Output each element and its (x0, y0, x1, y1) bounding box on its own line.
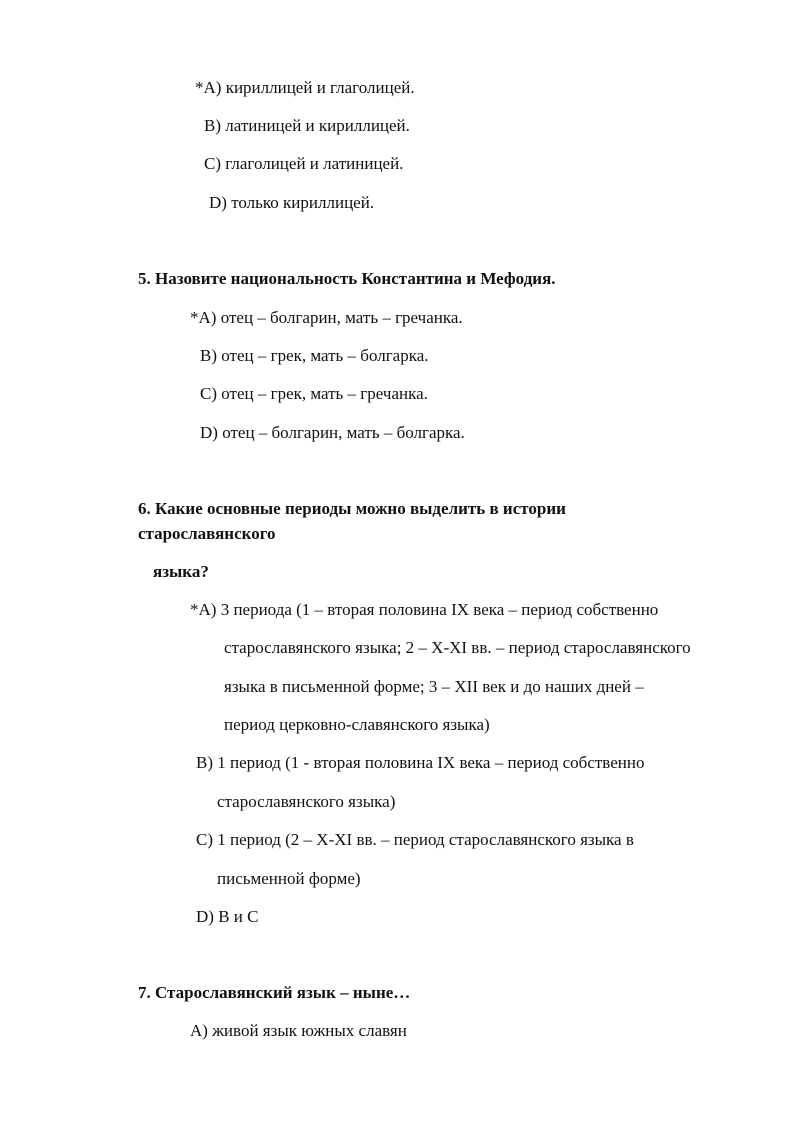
q6-answer-b-line2: старославянского языка) (217, 792, 396, 811)
q6-answer-c-line2: письменной форме) (217, 869, 361, 888)
q6-title-line3: языка? (153, 562, 209, 581)
q5-answer-d: D) отец – болгарин, мать – болгарка. (200, 423, 465, 442)
q6-title-line1: 6. Какие основные периоды можно выделить в истории (138, 499, 566, 518)
q5-answer-b: B) отец – грек, мать – болгарка. (200, 346, 429, 365)
q7-title: 7. Старославянский язык – ныне… (138, 983, 411, 1002)
q5-answer-c: C) отец – грек, мать – гречанка. (200, 384, 428, 403)
q6-answer-c-line1: C) 1 период (2 – X-XI вв. – период старославянского языка в (196, 830, 634, 849)
q6-answer-a-line4: период церковно-славянского языка) (224, 715, 490, 734)
q4-answer-c: C) глаголицей и латиницей. (204, 154, 404, 173)
q5-title: 5. Назовите национальность Константина и Мефодия. (138, 269, 556, 288)
q6-answer-a-line1: *A) 3 периода (1 – вторая половина IX века – период собственно (190, 600, 659, 619)
q7-answer-a: A) живой язык южных славян (190, 1021, 407, 1040)
q4-answer-b: B) латиницей и кириллицей. (204, 116, 410, 135)
q6-title-line2: старославянского (138, 524, 276, 543)
q4-answer-a: *A) кириллицей и глаголицей. (195, 78, 415, 97)
q6-answer-a-line3: языка в письменной форме; 3 – XII век и до наших дней – (224, 677, 644, 696)
q6-answer-a-line2: старославянского языка; 2 – X-XI вв. – период старославянского (224, 638, 691, 657)
q6-answer-d: D) B и C (196, 907, 259, 926)
q4-answer-d: D) только кириллицей. (209, 193, 375, 212)
q5-answer-a: *A) отец – болгарин, мать – гречанка. (190, 308, 463, 327)
q6-answer-b-line1: B) 1 период (1 - вторая половина IX века – период собственно (196, 753, 645, 772)
